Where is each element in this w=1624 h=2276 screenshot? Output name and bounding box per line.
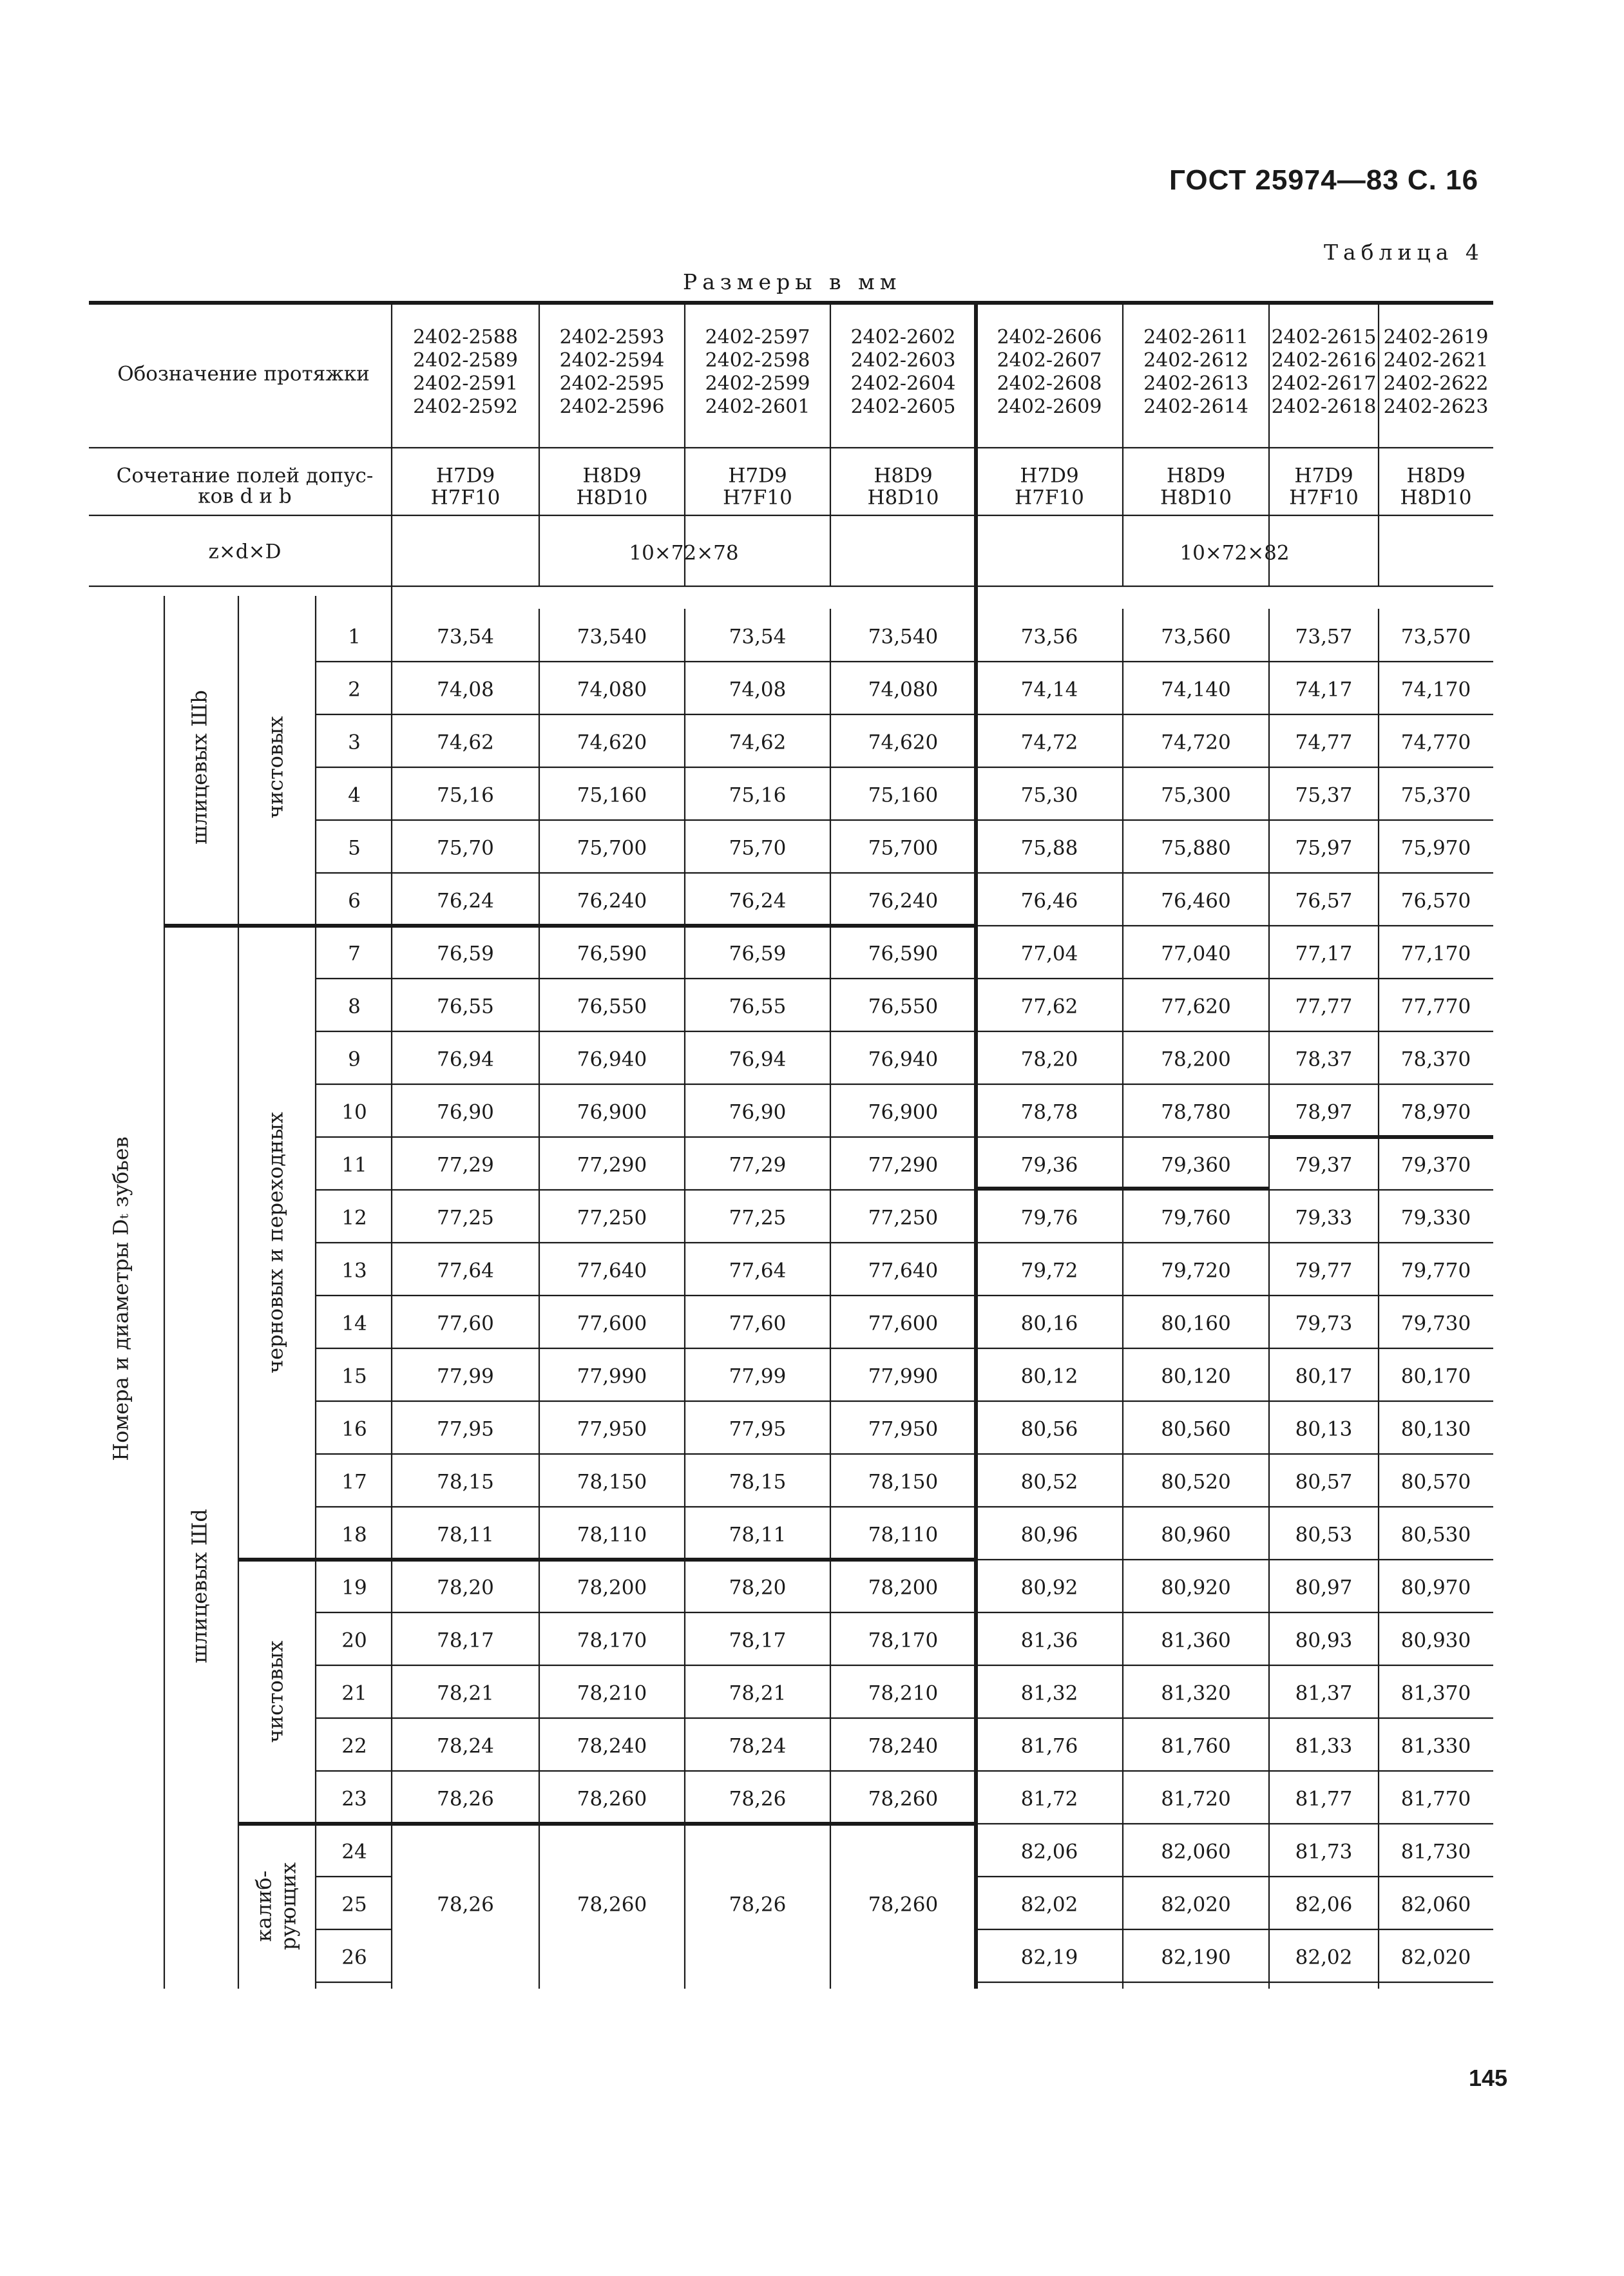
- tooth-diameter-value: 78,97: [1295, 1100, 1353, 1124]
- tooth-diameter-value: 77,29: [437, 1153, 494, 1177]
- tooth-diameter-value: 79,36: [1020, 1153, 1078, 1177]
- tooth-number: 4: [348, 783, 361, 807]
- tooth-diameter-value: 75,16: [437, 783, 494, 807]
- tooth-diameter-value: 74,720: [1161, 731, 1231, 754]
- tooth-diameter-value: 77,040: [1161, 942, 1231, 966]
- tooth-diameter-value: 77,170: [1400, 942, 1471, 966]
- tooth-number: 17: [341, 1470, 367, 1494]
- tolerance-value: H8D10: [1400, 486, 1472, 510]
- vertical-label-main: Номера и диаметры Dₜ зубьев: [108, 1136, 133, 1461]
- designation-code: 2402-2608: [997, 372, 1102, 395]
- size-group: 10×72×78: [629, 541, 739, 565]
- tooth-diameter-value: 82,190: [1161, 1946, 1231, 1969]
- tooth-diameter-value: 74,08: [729, 678, 787, 702]
- tooth-diameter-value: 77,990: [577, 1364, 647, 1388]
- tooth-diameter-value: 74,620: [868, 731, 939, 754]
- designation-code: 2402-2599: [705, 372, 810, 395]
- tooth-diameter-value: 79,330: [1400, 1206, 1471, 1230]
- tooth-diameter-value: 77,25: [437, 1206, 494, 1230]
- tooth-diameter-value: 76,59: [729, 942, 787, 966]
- tolerance-value: H7F10: [723, 486, 792, 510]
- tooth-diameter-value: 76,940: [577, 1047, 647, 1071]
- size-group: 10×72×82: [1180, 541, 1290, 565]
- tooth-diameter-value: 80,530: [1400, 1523, 1471, 1547]
- tooth-number: 10: [341, 1100, 367, 1124]
- tooth-diameter-value: 82,06: [1020, 1840, 1078, 1864]
- tooth-diameter-value: 77,950: [868, 1417, 939, 1441]
- designation-code: 2402-2591: [413, 372, 518, 395]
- tooth-diameter-value: 82,06: [1295, 1893, 1353, 1917]
- tooth-diameter-value: 78,20: [1020, 1047, 1078, 1071]
- designation-code: 2402-2614: [1143, 396, 1248, 418]
- tooth-diameter-value: 75,88: [1020, 836, 1078, 860]
- tooth-diameter-value: 76,24: [437, 889, 494, 913]
- tooth-diameter-value: 76,240: [868, 889, 939, 913]
- tooth-diameter-value: 79,360: [1161, 1153, 1231, 1177]
- tolerance-value: H7D9: [1294, 464, 1353, 488]
- tooth-diameter-value: 80,96: [1020, 1523, 1078, 1547]
- tolerance-header-line1: Сочетание полей допус-: [116, 464, 374, 488]
- tooth-diameter-value: 73,540: [868, 625, 939, 649]
- tooth-diameter-value: 80,93: [1295, 1629, 1353, 1652]
- tooth-diameter-value: 81,730: [1400, 1840, 1471, 1864]
- tooth-diameter-value: 75,97: [1295, 836, 1353, 860]
- tooth-diameter-value: 78,26: [437, 1787, 494, 1811]
- vertical-label-group-d-finish: чистовых: [263, 1640, 288, 1743]
- tooth-number: 26: [341, 1946, 367, 1969]
- tooth-diameter-value: 77,990: [868, 1364, 939, 1388]
- tooth-diameter-value: 81,77: [1295, 1787, 1353, 1811]
- tooth-number: 9: [348, 1047, 361, 1071]
- tooth-diameter-value: 81,73: [1295, 1840, 1353, 1864]
- tooth-diameter-value: 78,370: [1400, 1047, 1471, 1071]
- tooth-number: 15: [341, 1364, 367, 1388]
- page-number: 145: [1469, 2065, 1508, 2091]
- tooth-diameter-value: 77,77: [1295, 995, 1353, 1018]
- tooth-diameter-value: 73,560: [1161, 625, 1231, 649]
- tooth-diameter-value: 73,56: [1020, 625, 1078, 649]
- tooth-number: 2: [348, 678, 361, 702]
- tooth-diameter-value: 80,13: [1295, 1417, 1353, 1441]
- tooth-number: 5: [348, 836, 361, 860]
- tooth-diameter-value: 76,55: [437, 995, 494, 1018]
- tooth-diameter-value: 82,060: [1400, 1893, 1471, 1917]
- tooth-diameter-value: 79,770: [1400, 1259, 1471, 1283]
- tooth-diameter-value: 74,620: [577, 731, 647, 754]
- designation-code: 2402-2594: [559, 349, 665, 372]
- tooth-diameter-value: 77,64: [729, 1259, 787, 1283]
- tolerance-value: H8D9: [874, 464, 933, 488]
- tooth-diameter-value: 76,46: [1020, 889, 1078, 913]
- vertical-label-group-b: шлицевых Шb: [187, 690, 212, 845]
- tooth-diameter-value: 78,20: [437, 1576, 494, 1600]
- tooth-diameter-value: 75,70: [729, 836, 787, 860]
- tolerance-value: H7D9: [1020, 464, 1079, 488]
- tooth-diameter-value: 79,37: [1295, 1153, 1353, 1177]
- tolerance-value: H7D9: [435, 464, 495, 488]
- tooth-number: 16: [341, 1417, 367, 1441]
- designation-code: 2402-2595: [559, 372, 665, 395]
- tolerance-value: H7F10: [1289, 486, 1359, 510]
- tooth-diameter-value: 78,78: [1020, 1100, 1078, 1124]
- tooth-diameter-value: 82,020: [1400, 1946, 1471, 1969]
- tooth-diameter-value: 73,540: [577, 625, 647, 649]
- tolerance-value: H8D10: [1160, 486, 1232, 510]
- tooth-number: 3: [348, 731, 361, 754]
- tooth-diameter-value: 81,33: [1295, 1734, 1353, 1758]
- tooth-diameter-value: 78,150: [868, 1470, 939, 1494]
- tooth-diameter-value: 74,080: [868, 678, 939, 702]
- size-header: z×d×D: [208, 540, 282, 564]
- tooth-number: 1: [348, 625, 361, 649]
- tooth-diameter-value: 79,33: [1295, 1206, 1353, 1230]
- tooth-diameter-value: 77,250: [868, 1206, 939, 1230]
- tooth-diameter-value: 77,99: [437, 1364, 494, 1388]
- tooth-diameter-value: 76,240: [577, 889, 647, 913]
- tooth-diameter-value: 76,900: [577, 1100, 647, 1124]
- tooth-diameter-value: 77,640: [868, 1259, 939, 1283]
- tooth-diameter-value: 80,17: [1295, 1364, 1353, 1388]
- tooth-diameter-value: 76,900: [868, 1100, 939, 1124]
- tooth-diameter-value: 75,37: [1295, 783, 1353, 807]
- tooth-diameter-value: 81,36: [1020, 1629, 1078, 1652]
- tooth-diameter-value: 77,25: [729, 1206, 787, 1230]
- designation-code: 2402-2615: [1271, 326, 1377, 349]
- tooth-diameter-value: 80,52: [1020, 1470, 1078, 1494]
- tooth-diameter-value: 81,370: [1400, 1681, 1471, 1705]
- tooth-number: 20: [341, 1629, 367, 1652]
- tooth-diameter-value: 73,570: [1400, 625, 1471, 649]
- designation-code: 2402-2618: [1271, 396, 1377, 418]
- tooth-diameter-value: 77,600: [868, 1312, 939, 1335]
- tooth-diameter-value: 77,64: [437, 1259, 494, 1283]
- tooth-diameter-value: 76,570: [1400, 889, 1471, 913]
- tooth-diameter-value: 74,140: [1161, 678, 1231, 702]
- tooth-diameter-value: 75,300: [1161, 783, 1231, 807]
- designation-code: 2402-2609: [997, 396, 1102, 418]
- tooth-diameter-value: 77,04: [1020, 942, 1078, 966]
- tooth-diameter-value: 78,260: [868, 1787, 939, 1811]
- tooth-diameter-value: 74,770: [1400, 731, 1471, 754]
- tooth-diameter-value: 80,16: [1020, 1312, 1078, 1335]
- tooth-diameter-value: 80,560: [1161, 1417, 1231, 1441]
- tooth-diameter-value: 78,110: [868, 1523, 939, 1547]
- tooth-diameter-value: 78,17: [437, 1629, 494, 1652]
- tooth-number: 7: [348, 942, 361, 966]
- tooth-diameter-value: 77,250: [577, 1206, 647, 1230]
- tooth-diameter-value: 80,170: [1400, 1364, 1471, 1388]
- tooth-diameter-value: 78,200: [1161, 1047, 1231, 1071]
- designation-code: 2402-2606: [997, 326, 1102, 349]
- tooth-diameter-value: 80,53: [1295, 1523, 1353, 1547]
- tooth-diameter-value: 78,15: [729, 1470, 787, 1494]
- tooth-diameter-value: 80,920: [1161, 1576, 1231, 1600]
- tooth-diameter-value: 74,08: [437, 678, 494, 702]
- tolerance-value: H8D10: [576, 486, 648, 510]
- tooth-diameter-value: 80,970: [1400, 1576, 1471, 1600]
- tooth-diameter-value: 80,92: [1020, 1576, 1078, 1600]
- tooth-diameter-value: 76,460: [1161, 889, 1231, 913]
- tooth-diameter-value: 82,02: [1020, 1893, 1078, 1917]
- tolerance-value: H8D9: [1166, 464, 1226, 488]
- tooth-number: 19: [341, 1576, 367, 1600]
- tooth-diameter-value: 77,29: [729, 1153, 787, 1177]
- tooth-diameter-value: 75,70: [437, 836, 494, 860]
- vertical-label-group-d-rough: черновых и переходных: [263, 1112, 288, 1373]
- tooth-diameter-value: 74,72: [1020, 731, 1078, 754]
- tooth-diameter-value: 77,770: [1400, 995, 1471, 1018]
- designation-code: 2402-2592: [413, 396, 518, 418]
- calibrating-merged-value: 78,26: [729, 1893, 787, 1917]
- tooth-diameter-value: 79,730: [1400, 1312, 1471, 1335]
- tooth-diameter-value: 78,240: [868, 1734, 939, 1758]
- tooth-diameter-value: 78,150: [577, 1470, 647, 1494]
- tooth-diameter-value: 81,76: [1020, 1734, 1078, 1758]
- designation-code: 2402-2607: [997, 349, 1102, 372]
- tooth-diameter-value: 76,55: [729, 995, 787, 1018]
- tooth-diameter-value: 80,570: [1400, 1470, 1471, 1494]
- tooth-diameter-value: 79,370: [1400, 1153, 1471, 1177]
- tooth-number: 14: [341, 1312, 367, 1335]
- vertical-label-group-d: шлицевых Шd: [187, 1509, 212, 1663]
- tooth-diameter-value: 76,550: [868, 995, 939, 1018]
- tooth-number: 8: [348, 995, 361, 1018]
- tooth-diameter-value: 73,54: [437, 625, 494, 649]
- tooth-diameter-value: 82,060: [1161, 1840, 1231, 1864]
- tooth-diameter-value: 81,770: [1400, 1787, 1471, 1811]
- tooth-diameter-value: 79,72: [1020, 1259, 1078, 1283]
- tooth-diameter-value: 76,57: [1295, 889, 1353, 913]
- tooth-diameter-value: 76,550: [577, 995, 647, 1018]
- designation-code: 2402-2588: [413, 326, 518, 349]
- tooth-diameter-value: 80,160: [1161, 1312, 1231, 1335]
- designation-code: 2402-2617: [1271, 372, 1377, 395]
- designation-code: 2402-2621: [1383, 349, 1489, 372]
- tooth-diameter-value: 76,90: [729, 1100, 787, 1124]
- tooth-diameter-value: 78,37: [1295, 1047, 1353, 1071]
- tooth-diameter-value: 76,940: [868, 1047, 939, 1071]
- tooth-diameter-value: 74,17: [1295, 678, 1353, 702]
- tooth-diameter-value: 76,94: [437, 1047, 494, 1071]
- tooth-number: 13: [341, 1259, 367, 1283]
- designation-code: 2402-2602: [850, 326, 956, 349]
- tooth-diameter-value: 77,62: [1020, 995, 1078, 1018]
- tooth-diameter-value: 78,26: [729, 1787, 787, 1811]
- tooth-number: 12: [341, 1206, 367, 1230]
- tooth-diameter-value: 81,37: [1295, 1681, 1353, 1705]
- designation-code: 2402-2597: [705, 326, 810, 349]
- tolerance-value: H8D10: [867, 486, 939, 510]
- designation-code: 2402-2613: [1143, 372, 1248, 395]
- tooth-diameter-value: 77,95: [729, 1417, 787, 1441]
- tooth-diameter-value: 75,160: [868, 783, 939, 807]
- designation-code: 2402-2622: [1383, 372, 1489, 395]
- tooth-diameter-value: 79,73: [1295, 1312, 1353, 1335]
- designation-code: 2402-2596: [559, 396, 665, 418]
- tooth-diameter-value: 77,99: [729, 1364, 787, 1388]
- tooth-diameter-value: 75,160: [577, 783, 647, 807]
- tooth-diameter-value: 79,76: [1020, 1206, 1078, 1230]
- tooth-diameter-value: 76,590: [868, 942, 939, 966]
- tooth-diameter-value: 78,240: [577, 1734, 647, 1758]
- tooth-diameter-value: 80,520: [1161, 1470, 1231, 1494]
- tooth-diameter-value: 79,720: [1161, 1259, 1231, 1283]
- tooth-diameter-value: 74,77: [1295, 731, 1353, 754]
- designation-code: 2402-2616: [1271, 349, 1377, 372]
- tooth-diameter-value: 74,62: [437, 731, 494, 754]
- tooth-diameter-value: 75,16: [729, 783, 787, 807]
- table-label: Таблица 4: [1324, 240, 1484, 265]
- tooth-number: 22: [341, 1734, 367, 1758]
- vertical-label-calib-line1: калиб-: [251, 1870, 276, 1942]
- tooth-diameter-value: 77,290: [577, 1153, 647, 1177]
- tooth-diameter-value: 78,110: [577, 1523, 647, 1547]
- tooth-diameter-value: 79,760: [1161, 1206, 1231, 1230]
- tooth-diameter-value: 77,950: [577, 1417, 647, 1441]
- tooth-diameter-value: 78,170: [577, 1629, 647, 1652]
- tooth-diameter-value: 78,210: [868, 1681, 939, 1705]
- designation-code: 2402-2605: [850, 396, 956, 418]
- tooth-diameter-value: 78,17: [729, 1629, 787, 1652]
- tooth-diameter-value: 78,24: [729, 1734, 787, 1758]
- tooth-diameter-value: 75,880: [1161, 836, 1231, 860]
- tooth-diameter-value: 74,170: [1400, 678, 1471, 702]
- tooth-diameter-value: 76,590: [577, 942, 647, 966]
- tooth-diameter-value: 76,94: [729, 1047, 787, 1071]
- tooth-number: 24: [341, 1840, 367, 1864]
- tooth-diameter-value: 78,970: [1400, 1100, 1471, 1124]
- tooth-diameter-value: 80,56: [1020, 1417, 1078, 1441]
- tooth-diameter-value: 73,57: [1295, 625, 1353, 649]
- designation-code: 2402-2598: [705, 349, 810, 372]
- tooth-diameter-value: 75,30: [1020, 783, 1078, 807]
- designation-code: 2402-2611: [1143, 326, 1248, 349]
- units-label: Размеры в мм: [683, 269, 902, 294]
- tolerance-value: H8D9: [582, 464, 642, 488]
- tooth-diameter-value: 76,90: [437, 1100, 494, 1124]
- designation-code: 2402-2601: [705, 396, 810, 418]
- vertical-label-calib-line2: рующих: [276, 1862, 301, 1951]
- tooth-diameter-value: 73,54: [729, 625, 787, 649]
- tooth-diameter-value: 74,62: [729, 731, 787, 754]
- tooth-diameter-value: 78,11: [437, 1523, 494, 1547]
- designation-code: 2402-2603: [850, 349, 956, 372]
- tooth-diameter-value: 80,130: [1400, 1417, 1471, 1441]
- calibrating-merged-value: 78,26: [437, 1893, 494, 1917]
- tolerance-value: H8D9: [1406, 464, 1466, 488]
- tooth-diameter-value: 74,080: [577, 678, 647, 702]
- tooth-diameter-value: 77,60: [437, 1312, 494, 1335]
- tooth-diameter-value: 78,780: [1161, 1100, 1231, 1124]
- tooth-diameter-value: 77,290: [868, 1153, 939, 1177]
- tolerance-value: H7F10: [1015, 486, 1084, 510]
- tooth-diameter-value: 76,59: [437, 942, 494, 966]
- tooth-diameter-value: 78,200: [577, 1576, 647, 1600]
- tooth-number: 21: [341, 1681, 367, 1705]
- tooth-diameter-value: 82,020: [1161, 1893, 1231, 1917]
- designation-code: 2402-2593: [559, 326, 665, 349]
- tooth-diameter-value: 82,19: [1020, 1946, 1078, 1969]
- document-header: ГОСТ 25974—83 С. 16: [1169, 164, 1479, 196]
- tooth-diameter-value: 77,95: [437, 1417, 494, 1441]
- tooth-diameter-value: 81,320: [1161, 1681, 1231, 1705]
- tooth-number: 18: [341, 1523, 367, 1547]
- tooth-diameter-value: 78,260: [577, 1787, 647, 1811]
- tooth-diameter-value: 74,14: [1020, 678, 1078, 702]
- tooth-diameter-value: 80,57: [1295, 1470, 1353, 1494]
- tooth-number: 6: [348, 889, 361, 913]
- designation-code: 2402-2612: [1143, 349, 1248, 372]
- tooth-diameter-value: 75,370: [1400, 783, 1471, 807]
- tooth-diameter-value: 78,170: [868, 1629, 939, 1652]
- tooth-diameter-value: 81,360: [1161, 1629, 1231, 1652]
- tooth-diameter-value: 78,15: [437, 1470, 494, 1494]
- tooth-diameter-value: 77,640: [577, 1259, 647, 1283]
- tooth-diameter-value: 75,970: [1400, 836, 1471, 860]
- tooth-diameter-value: 78,20: [729, 1576, 787, 1600]
- tolerance-value: H7F10: [430, 486, 501, 510]
- tooth-diameter-value: 80,960: [1161, 1523, 1231, 1547]
- tooth-diameter-value: 78,11: [729, 1523, 787, 1547]
- tooth-number: 25: [341, 1893, 367, 1917]
- tooth-diameter-value: 78,21: [437, 1681, 494, 1705]
- tooth-diameter-value: 80,97: [1295, 1576, 1353, 1600]
- tooth-diameter-value: 81,32: [1020, 1681, 1078, 1705]
- designation-code: 2402-2623: [1383, 396, 1489, 418]
- designation-code: 2402-2589: [413, 349, 518, 372]
- tooth-diameter-value: 77,600: [577, 1312, 647, 1335]
- designation-header: Обозначение протяжки: [117, 362, 370, 386]
- tooth-diameter-value: 77,17: [1295, 942, 1353, 966]
- tooth-diameter-value: 78,24: [437, 1734, 494, 1758]
- tooth-diameter-value: 76,24: [729, 889, 787, 913]
- tooth-diameter-value: 81,760: [1161, 1734, 1231, 1758]
- tooth-number: 23: [341, 1787, 367, 1811]
- tooth-diameter-value: 80,12: [1020, 1364, 1078, 1388]
- tooth-diameter-value: 75,700: [577, 836, 647, 860]
- tooth-diameter-value: 82,02: [1295, 1946, 1353, 1969]
- tooth-diameter-value: 78,21: [729, 1681, 787, 1705]
- tooth-diameter-value: 79,77: [1295, 1259, 1353, 1283]
- tooth-diameter-value: 81,330: [1400, 1734, 1471, 1758]
- tooth-diameter-value: 78,200: [868, 1576, 939, 1600]
- tooth-diameter-value: 80,930: [1400, 1629, 1471, 1652]
- tooth-diameter-value: 81,720: [1161, 1787, 1231, 1811]
- designation-code: 2402-2604: [850, 372, 956, 395]
- tolerance-header-line2: ков d и b: [198, 484, 292, 508]
- tooth-diameter-value: 77,60: [729, 1312, 787, 1335]
- tooth-diameter-value: 81,72: [1020, 1787, 1078, 1811]
- tooth-diameter-value: 77,620: [1161, 995, 1231, 1018]
- calibrating-merged-value: 78,260: [577, 1893, 647, 1917]
- vertical-label-group-b-finish: чистовых: [263, 716, 288, 819]
- tooth-diameter-value: 78,210: [577, 1681, 647, 1705]
- designation-code: 2402-2619: [1383, 326, 1489, 349]
- tooth-diameter-value: 75,700: [868, 836, 939, 860]
- tooth-number: 11: [341, 1153, 367, 1177]
- tolerance-value: H7D9: [728, 464, 787, 488]
- tooth-diameter-value: 80,120: [1161, 1364, 1231, 1388]
- calibrating-merged-value: 78,260: [868, 1893, 939, 1917]
